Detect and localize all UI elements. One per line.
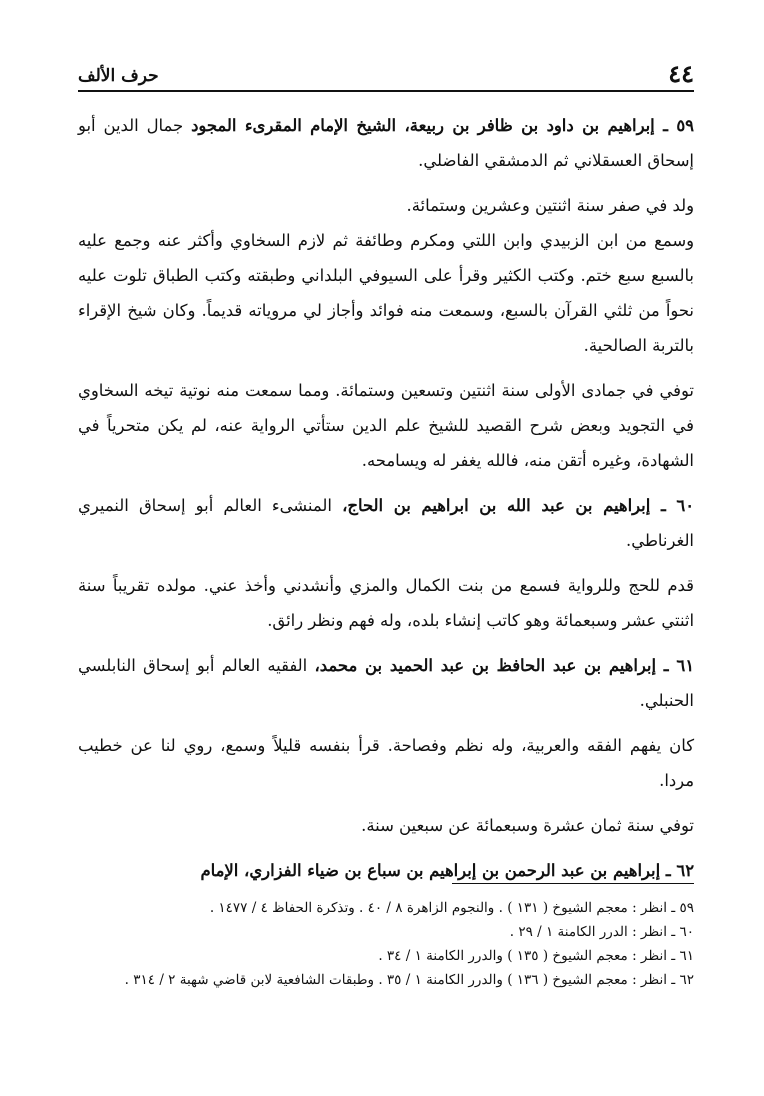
- entry-59-heading: ٥٩ ـ إبراهيم بن داود بن ظافر بن ربيعة، الشيخ الإمام المقرىء المجود: [191, 116, 694, 135]
- footnote-59: ٥٩ ـ انظر : معجم الشيوخ ( ١٣١ ) . والنجوم الزاهرة ٨ / ٤٠ . وتذكرة الحفاظ ٤ / ١٤٧٧ .: [209, 900, 694, 916]
- main-text: [78, 108, 694, 888]
- paragraph-hajj-text: قدم للحج وللرواية فسمع من بنت الكمال والمزي وأنشدني وأخذ عني. مولده تقريباً سنة اثنتي عشر وسبعمائة وهو كاتب إنشاء بلده، وله فهم ونظر رائق.: [78, 576, 694, 630]
- footnote-61: ٦١ ـ انظر : معجم الشيوخ ( ١٣٥ ) والدرر الكامنة ١ / ٣٤ .: [378, 948, 694, 964]
- page-header: [78, 56, 694, 92]
- entry-61-heading: ٦١ ـ إبراهيم بن عبد الحافظ بن عبد الحميد بن محمد،: [314, 656, 694, 675]
- footnote-62: ٦٢ ـ انظر : معجم الشيوخ ( ١٣٦ ) والدرر الكامنة ١ / ٣٥ . وطبقات الشافعية لابن قاضي شهبة ٢ / ٣١٤ .: [124, 972, 694, 988]
- entry-59-text: جمال الدين أبو إسحاق العسقلاني ثم الدمشقي الفاضلي.: [78, 116, 694, 170]
- paragraph-death-61-text: توفي سنة ثمان عشرة وسبعمائة عن سبعين سنة.: [361, 816, 694, 835]
- paragraph-teachers-text: وسمع من ابن الزبيدي وابن اللتي ومكرم وطائفة ثم لازم السخاوي وأكثر عنه وجمع عليه بالسبع سبع ختم. وكتب الكثير وقرأ على السيوفي البلداني وطبقته وكتب الطباق تلوت عليه نحواً من ثلثي القرآن بالسبع، وسمعت منه فوائد وأجاز لي مروياته قديماً. وكان شيخ الإقراء بالتربة الصالحية.: [78, 231, 694, 355]
- entry-61-paragraph: [78, 648, 694, 718]
- footnote-divider: [452, 883, 694, 884]
- paragraph-death-61: [78, 808, 694, 843]
- entry-60-heading: ٦٠ ـ إبراهيم بن عبد الله بن ابراهيم بن الحاج،: [342, 496, 695, 515]
- entry-60-text: المنشىء العالم أبو إسحاق النميري الغرناطي.: [78, 496, 694, 550]
- paragraph-fiqh: [78, 728, 694, 798]
- paragraph-death: [78, 373, 694, 478]
- paragraph-death-text: توفي في جمادى الأولى سنة اثنتين وتسعين وستمائة. ومما سمعت منه نوتية تيخه السخاوي في التجويد وبعض شرح القصيد للشيخ علم الدين ستأتي الرواية عنه، لم يكن متحرياً في الشهادة، وغيره أتقن منه، فالله يغفر له ويسامحه.: [78, 381, 694, 470]
- paragraph-teachers: [78, 223, 694, 363]
- paragraph-fiqh-text: كان يفهم الفقه والعربية، وله نظم وفصاحة. قرأ بنفسه قليلاً وسمع، روي لنا عن خطيب مردا.: [78, 736, 694, 790]
- paragraph-hajj: [78, 568, 694, 638]
- paragraph-birth: [78, 188, 694, 223]
- entry-62-heading: ٦٢ ـ إبراهيم بن عبد الرحمن بن إبراهيم بن سباع بن ضياء الفزاري، الإمام: [200, 861, 694, 880]
- entry-60-paragraph: [78, 488, 694, 558]
- entry-59-paragraph: [78, 108, 694, 178]
- footnote-60: ٦٠ ـ انظر : الدرر الكامنة ١ / ٢٩ .: [509, 924, 694, 940]
- page-number: ٤٤: [668, 59, 694, 88]
- running-head: حرف الألف: [78, 66, 159, 86]
- footnotes: [92, 896, 694, 992]
- paragraph-birth-text: ولد في صفر سنة اثنتين وعشرين وستمائة.: [406, 196, 694, 215]
- entry-61-text: الفقيه العالم أبو إسحاق النابلسي الحنبلي.: [78, 656, 694, 710]
